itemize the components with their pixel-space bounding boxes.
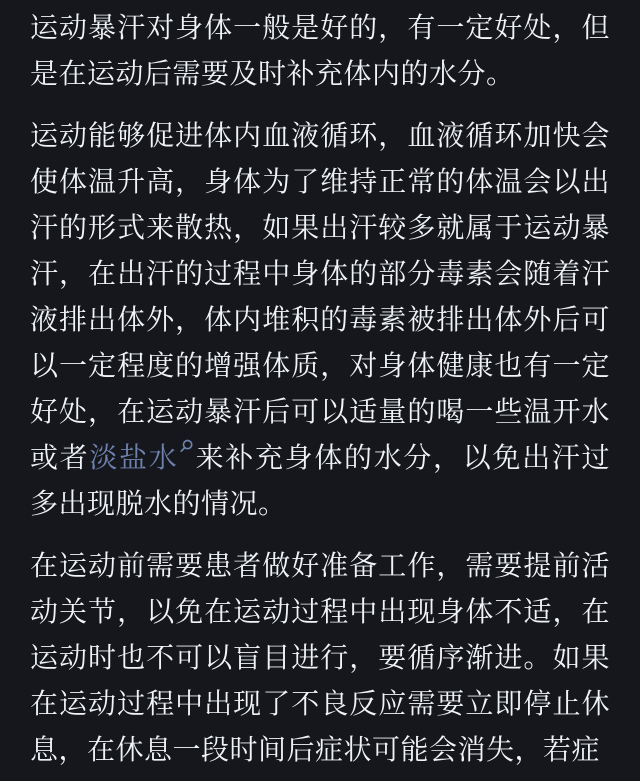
- paragraph-2: [30, 113, 610, 527]
- paragraph-2-text-before-link: 运动能够促进体内血液循环，血液循环加快会使体温升高，身体为了维持正常的体温会以出汗的形式来散热，如果出汗较多就属于运动暴汗，在出汗的过程中身体的部分毒素会随着汗液排出体外，体内堆积的毒素被排出体外后可以一定程度的增强体质，对身体健康也有一定好处，在运动暴汗后可以适量的喝一些温开水或者: [30, 120, 610, 473]
- term-link-label: 淡盐水: [89, 442, 179, 473]
- paragraph-3: [30, 543, 610, 773]
- paragraph-1: [30, 5, 610, 97]
- paragraph-1-text: 运动暴汗对身体一般是好的，有一定好处，但是在运动后需要及时补充体内的水分。: [30, 12, 610, 89]
- search-icon: [179, 439, 193, 454]
- paragraph-3-text: 在运动前需要患者做好准备工作，需要提前活动关节，以免在运动过程中出现身体不适，在运动时也不可以盲目进行，要循序渐进。如果在运动过程中出现了不良反应需要立即停止休息，在休息一段时间后症状可能会消失，若症: [30, 550, 610, 765]
- term-link-light-salt-water[interactable]: [89, 442, 194, 473]
- paragraph-2-text-after-link: 来补充身体的水分，以免出汗过多出现脱水的情况。: [30, 442, 610, 519]
